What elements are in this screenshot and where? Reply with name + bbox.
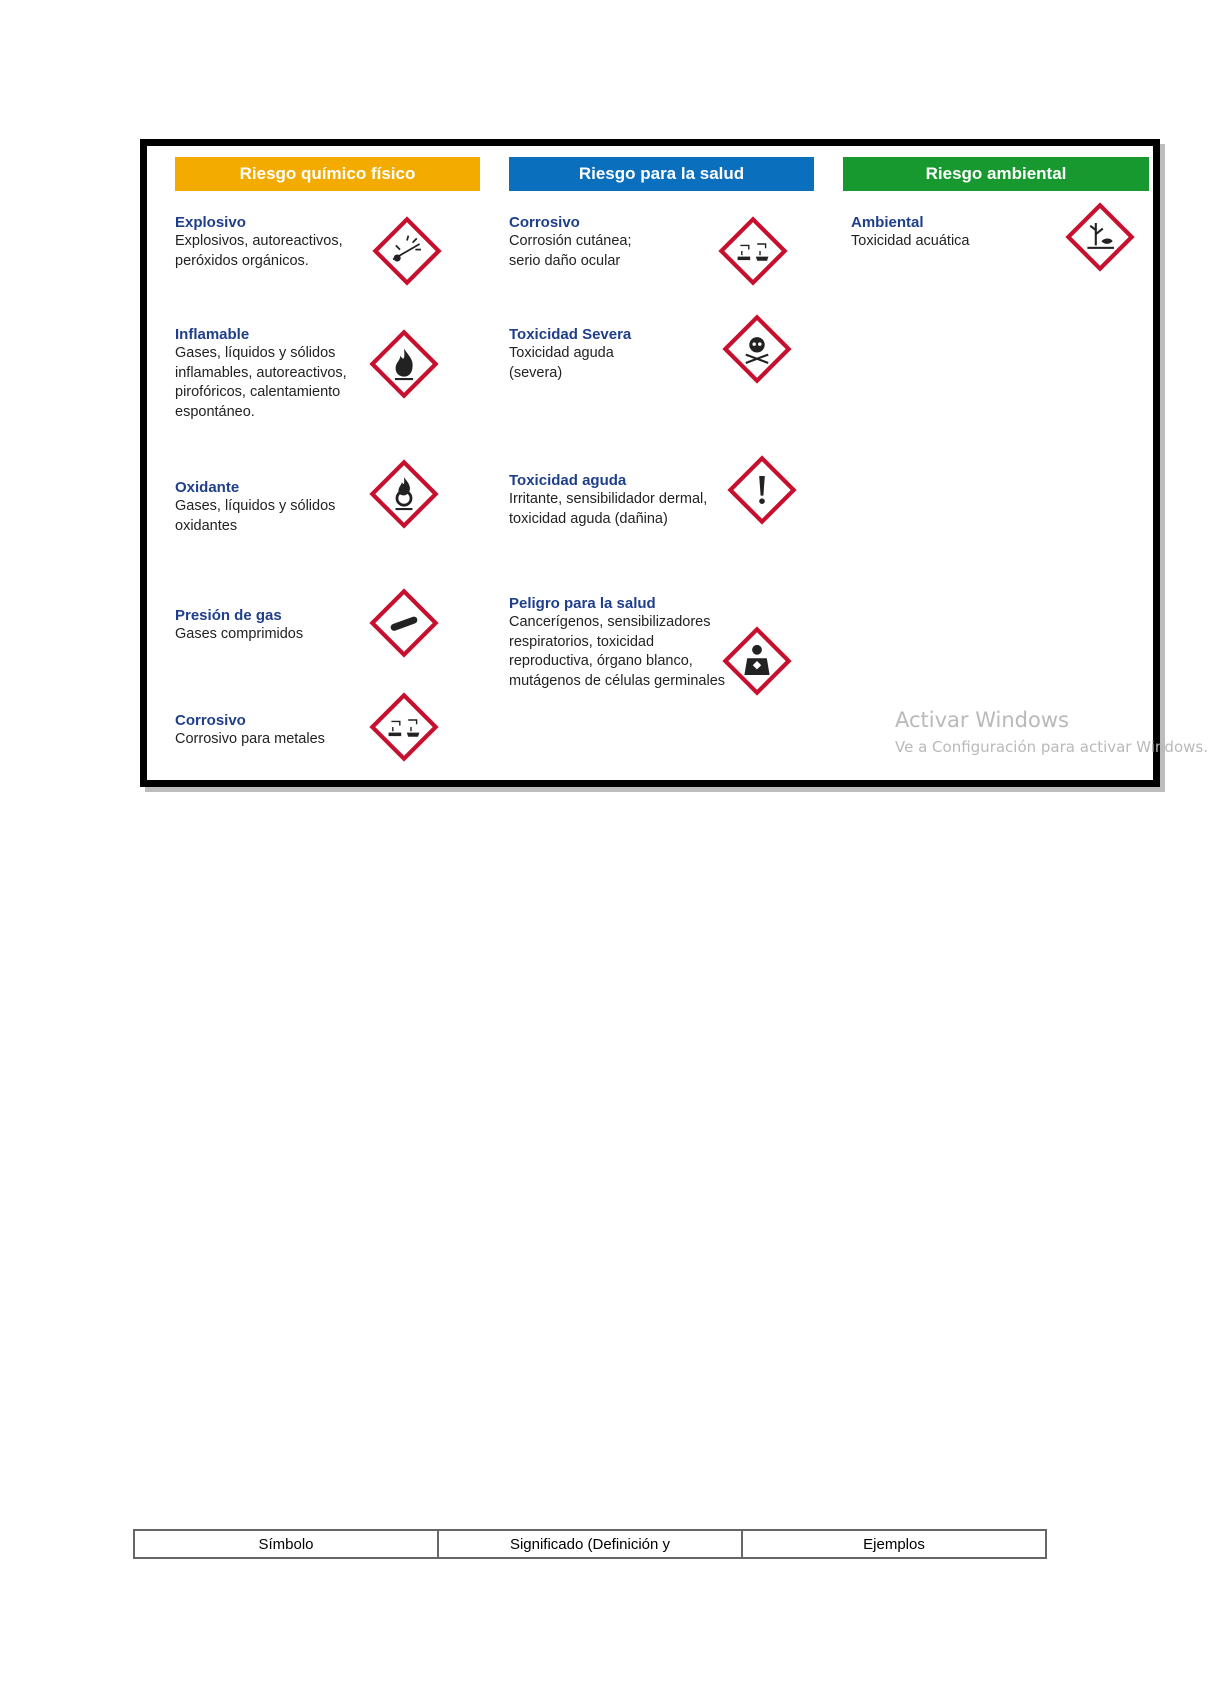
hazard-gas-pressure (175, 607, 365, 645)
hazard-title: Presión de gas (175, 607, 282, 624)
symbols-table-header (133, 1529, 1047, 1559)
hazard-title: Ambiental (851, 214, 924, 231)
hazard-description: Gases, líquidos y sólidos inflamables, autoreactivos, pirofóricos, calentamiento espontáneo. (175, 345, 347, 420)
skull-crossbones-icon (722, 314, 792, 384)
hazard-flammable (175, 326, 365, 422)
hazard-description: Explosivos, autoreactivos, peróxidos orgánicos. (175, 233, 343, 269)
flame-icon (369, 329, 439, 399)
hazard-skin-corrosion (509, 214, 719, 271)
health-hazard-icon (722, 626, 792, 696)
hazard-oxidizer (175, 479, 365, 536)
windows-activation-watermark-title: Activar Windows (895, 708, 1069, 732)
hazard-description: Toxicidad acuática (851, 233, 970, 249)
hazard-health-hazard (509, 595, 739, 691)
hazard-description: Irritante, sensibilidador dermal, toxicidad aguda (dañina) (509, 491, 708, 527)
header-health-hazard: Riesgo para la salud (509, 157, 814, 191)
hazard-title: Toxicidad aguda (509, 472, 627, 489)
header-physical-hazard: Riesgo químico físico (175, 157, 480, 191)
windows-activation-watermark-subtitle: Ve a Configuración para activar Windows. (895, 738, 1208, 756)
gas-cylinder-icon (369, 588, 439, 658)
hazard-corrosive-metals (175, 712, 365, 750)
hazard-explosive (175, 214, 365, 271)
hazard-severe-toxicity (509, 326, 719, 383)
hazard-description: Cancerígenos, sensibilizadores respiratorios, toxicidad reproductiva, órgano blanco, mutágenos de células germinales (509, 614, 726, 689)
environment-icon (1065, 202, 1135, 272)
header-environmental-hazard: Riesgo ambiental (843, 157, 1149, 191)
corrosion-icon (718, 216, 788, 286)
hazard-environmental (851, 214, 1051, 252)
table-header-examples: Ejemplos (863, 1536, 925, 1553)
hazard-description: Corrosión cutánea; serio daño ocular (509, 233, 632, 269)
corrosion-icon (369, 692, 439, 762)
hazard-description: Gases comprimidos (175, 626, 304, 642)
table-header-symbol: Símbolo (135, 1531, 439, 1557)
hazard-title: Oxidante (175, 479, 240, 496)
hazard-title: Corrosivo (175, 712, 246, 729)
hazard-description: Toxicidad aguda (severa) (509, 345, 614, 381)
hazard-title: Inflamable (175, 326, 250, 343)
exploding-bomb-icon (372, 216, 442, 286)
hazard-title: Peligro para la salud (509, 595, 656, 612)
flame-over-circle-icon (369, 459, 439, 529)
table-header-meaning: Significado (Definición y (439, 1531, 743, 1557)
hazard-title: Toxicidad Severa (509, 326, 632, 343)
hazard-acute-toxicity (509, 472, 729, 529)
hazard-description: Corrosivo para metales (175, 731, 325, 747)
exclamation-mark-icon (727, 455, 797, 525)
hazard-description: Gases, líquidos y sólidos oxidantes (175, 498, 336, 534)
ghs-pictogram-chart (140, 139, 1208, 787)
hazard-title: Corrosivo (509, 214, 580, 231)
hazard-title: Explosivo (175, 214, 246, 231)
